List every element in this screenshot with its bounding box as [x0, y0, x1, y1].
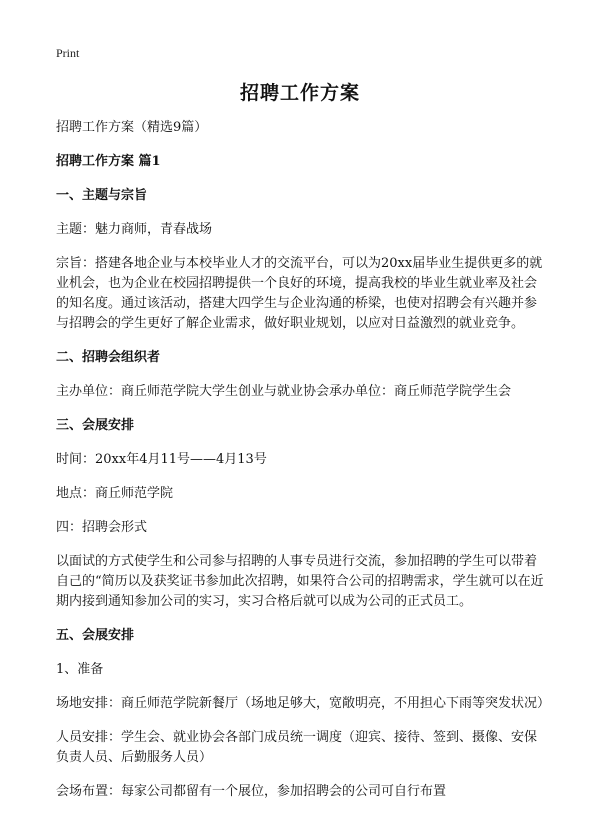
paragraph: 主题：魅力商师，青春战场 — [56, 222, 213, 237]
paragraph: 主办单位：商丘师范学院大学生创业与就业协会承办单位：商丘师范学院学生会 — [56, 384, 512, 399]
paragraph: 以面试的方式使学生和公司参与招聘的人事专员进行交流，参加招聘的学生可以带着自己的“简历以及获奖证书参加此次招聘，如果符合公司的招聘需求，学生就可以在近期内接到通知参加公司的实习，实习合格后就可以成为公司的正式员工。 — [56, 554, 544, 609]
paragraph: 1、准备 — [56, 662, 104, 677]
document-title: 招聘工作方案 — [239, 82, 360, 104]
section-heading: 二、招聘会组织者 — [56, 350, 161, 365]
paragraph: 宗旨：搭建各地企业与本校毕业人才的交流平台，可以为20xx届毕业生提供更多的就业机会，也为企业在校园招聘提供一个良好的环境，提高我校的毕业生就业率及社会的知名度。通过该活动，搭建大四学生与企业沟通的桥梁，也使对招聘会有兴趣并参与招聘会的学生更好了解企业需求，做好职业规划，以应对日益激烈的就业竞争。 — [56, 256, 543, 331]
paragraph: 四：招聘会形式 — [56, 520, 148, 535]
document-body — [56, 118, 551, 816]
paragraph: 地点：商丘师范学院 — [56, 486, 174, 501]
paragraph: 人员安排：学生会、就业协会各部门成员统一调度（迎宾、接待、签到、摄像、安保负责人员、后勤服务人员） — [56, 730, 538, 765]
section-heading: 一、主题与宗旨 — [56, 188, 148, 203]
print-label[interactable]: Print — [56, 46, 80, 60]
section-heading: 三、会展安排 — [56, 418, 135, 433]
section-heading: 招聘工作方案 篇1 — [56, 154, 161, 169]
paragraph: 时间：20xx年4月11号——4月13号 — [56, 452, 267, 467]
paragraph: 会场布置：每家公司都留有一个展位，参加招聘会的公司可自行布置 — [56, 784, 447, 799]
paragraph: 场地安排：商丘师范学院新餐厅（场地足够大，宽敞明亮，不用担心下雨等突发状况） — [56, 696, 551, 711]
document-subtitle: 招聘工作方案（精选9篇） — [56, 120, 208, 135]
section-heading: 五、会展安排 — [56, 628, 135, 643]
